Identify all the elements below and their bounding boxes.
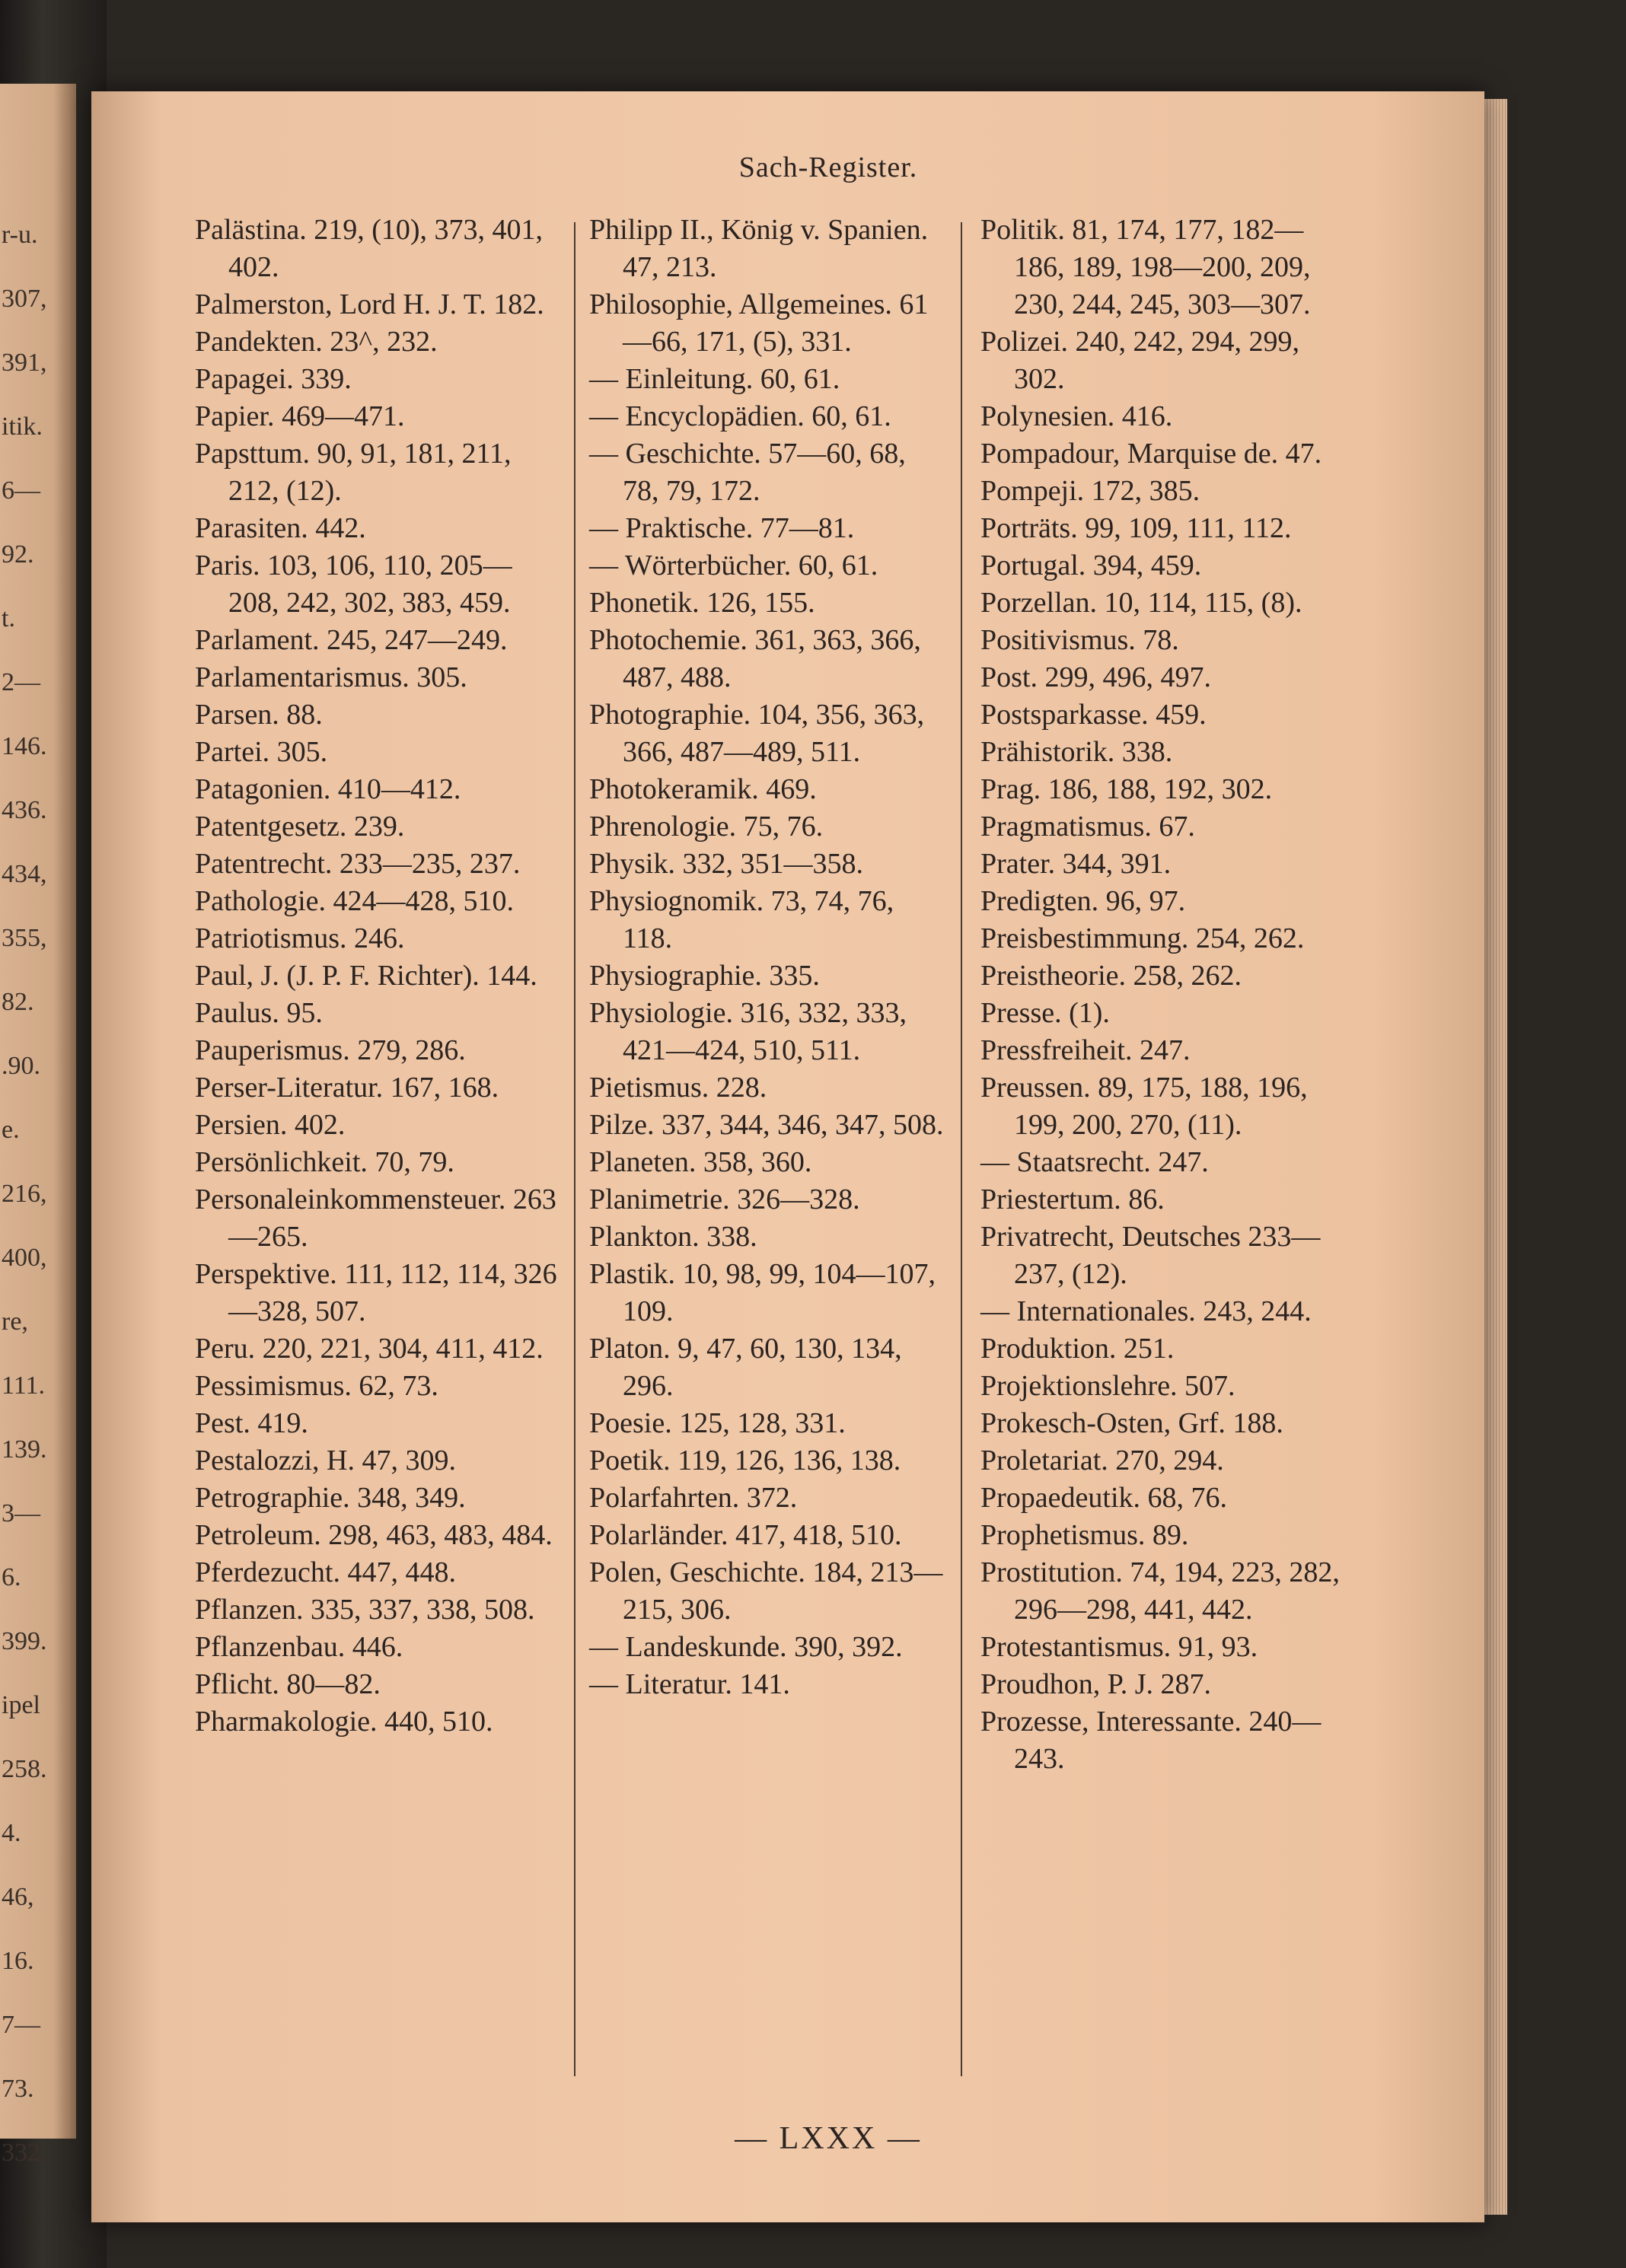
previous-page-text-fragment: 400,	[2, 1244, 47, 1272]
page-header: Sach-Register.	[738, 151, 918, 183]
index-entry: Polen, Geschichte. 184, 213—215, 306.	[589, 1556, 943, 1626]
previous-page-text-fragment: 16.	[2, 1947, 34, 1975]
index-entry: — Encyclopädien. 60, 61.	[589, 400, 891, 432]
index-entry: Preistheorie. 258, 262.	[980, 960, 1242, 992]
index-entry: Patentrecht. 233—235, 237.	[195, 848, 521, 880]
index-entry: Poetik. 119, 126, 136, 138.	[589, 1445, 901, 1476]
index-entry: Patriotismus. 246.	[195, 922, 405, 954]
index-entry: Priestertum. 86.	[980, 1183, 1165, 1215]
index-entry: — Praktische. 77—81.	[589, 512, 855, 544]
previous-page-text-fragment: .90.	[2, 1052, 40, 1080]
index-entry: Poesie. 125, 128, 331.	[589, 1407, 846, 1439]
index-entry: Petrographie. 348, 349.	[195, 1482, 466, 1514]
index-entry: Prähistorik. 338.	[980, 736, 1173, 768]
index-entry: Politik. 81, 174, 177, 182—186, 189, 198—200, 209, 230, 244, 245, 303—307.	[980, 214, 1311, 320]
index-entry: Prostitution. 74, 194, 223, 282, 296—298, 441, 442.	[980, 1556, 1340, 1626]
index-entry: Pharmakologie. 440, 510.	[195, 1706, 493, 1738]
index-entry: Pauperismus. 279, 286.	[195, 1034, 466, 1066]
previous-page-text-fragment: 6—	[2, 476, 40, 505]
previous-page-text-fragment: 6.	[2, 1563, 21, 1591]
index-entry: Patagonien. 410—412.	[195, 773, 461, 805]
previous-page-text-fragment: 391,	[2, 349, 47, 377]
previous-page-text-fragment: 436.	[2, 796, 47, 824]
previous-page-text-fragment: ipel	[2, 1691, 40, 1719]
column-divider	[574, 222, 575, 2076]
index-entry: Parlamentarismus. 305.	[195, 661, 467, 693]
index-entry: Palästina. 219, (10), 373, 401, 402.	[195, 214, 544, 283]
index-column-1	[195, 212, 560, 1741]
index-entry: Perspektive. 111, 112, 114, 326—328, 507.	[195, 1258, 557, 1327]
index-entry: Porträts. 99, 109, 111, 112.	[980, 512, 1292, 544]
previous-page-text-fragment: 3—	[2, 1499, 40, 1527]
index-entry: Polarfahrten. 372.	[589, 1482, 798, 1514]
previous-page-text-fragment: re,	[2, 1308, 28, 1336]
index-entry: Preussen. 89, 175, 188, 196, 199, 200, 270, (11).	[980, 1072, 1308, 1141]
index-entry: Pflanzen. 335, 337, 338, 508.	[195, 1594, 535, 1626]
index-entry: Pflicht. 80—82.	[195, 1668, 381, 1700]
index-entry: Pragmatismus. 67.	[980, 811, 1195, 843]
index-entry: Parasiten. 442.	[195, 512, 366, 544]
index-entry: — Landeskunde. 390, 392.	[589, 1631, 903, 1663]
index-entry: Prokesch-Osten, Grf. 188.	[980, 1407, 1283, 1439]
previous-page-text-fragment: 216,	[2, 1180, 47, 1208]
index-entry: Photokeramik. 469.	[589, 773, 817, 805]
index-entry: Palmerston, Lord H. J. T. 182.	[195, 288, 544, 320]
index-entry: Planeten. 358, 360.	[589, 1146, 812, 1178]
index-entry: Personaleinkommensteuer. 263—265.	[195, 1183, 556, 1253]
index-entry: Projektionslehre. 507.	[980, 1370, 1235, 1402]
index-entry: Parlament. 245, 247—249.	[195, 624, 508, 656]
index-entry: Pressfreiheit. 247.	[980, 1034, 1191, 1066]
index-entry: Petroleum. 298, 463, 483, 484.	[195, 1519, 553, 1551]
column-divider	[961, 222, 962, 2076]
index-entry: Pilze. 337, 344, 346, 347, 508.	[589, 1109, 944, 1141]
index-entry: Postsparkasse. 459.	[980, 699, 1207, 731]
index-entry: Paris. 103, 106, 110, 205—208, 242, 302, 383, 459.	[195, 549, 512, 619]
index-entry: Polynesien. 416.	[980, 400, 1173, 432]
previous-page-text-fragment: 2—	[2, 668, 40, 696]
index-entry: Pandekten. 23^, 232.	[195, 326, 438, 358]
index-column-3	[980, 212, 1346, 1778]
index-entry: Protestantismus. 91, 93.	[980, 1631, 1258, 1663]
index-entry: Pompeji. 172, 385.	[980, 475, 1200, 507]
index-entry: Peru. 220, 221, 304, 411, 412.	[195, 1333, 544, 1365]
index-entry: Paulus. 95.	[195, 997, 323, 1029]
page-number: — LXXX —	[735, 2121, 922, 2156]
index-entry: Produktion. 251.	[980, 1333, 1175, 1365]
index-entry: Philosophie, Allgemeines. 61—66, 171, (5), 331.	[589, 288, 929, 358]
index-entry: Proudhon, P. J. 287.	[980, 1668, 1211, 1700]
index-entry: Pest. 419.	[195, 1407, 308, 1439]
previous-page-text-fragment: 139.	[2, 1435, 47, 1464]
page-stack-edge	[1484, 99, 1507, 2215]
index-entry: Physik. 332, 351—358.	[589, 848, 863, 880]
previous-page-text-fragment: 355,	[2, 924, 47, 952]
index-entry: Pietismus. 228.	[589, 1072, 767, 1104]
previous-page-text-fragment: 111.	[2, 1371, 45, 1400]
index-entry: Preisbestimmung. 254, 262.	[980, 922, 1305, 954]
previous-page-text-fragment: 7—	[2, 2011, 40, 2039]
previous-page-text-fragment: r-u.	[2, 221, 38, 249]
index-entry: Presse. (1).	[980, 997, 1110, 1029]
index-entry: Perser-Literatur. 167, 168.	[195, 1072, 499, 1104]
index-entry: Pessimismus. 62, 73.	[195, 1370, 438, 1402]
previous-page-text-fragment: 82.	[2, 988, 34, 1016]
index-entry: Pestalozzi, H. 47, 309.	[195, 1445, 457, 1476]
index-entry: Pflanzenbau. 446.	[195, 1631, 403, 1663]
index-entry: Post. 299, 496, 497.	[980, 661, 1211, 693]
index-entry: Patentgesetz. 239.	[195, 811, 405, 843]
previous-page-text-fragment: 46,	[2, 1883, 34, 1911]
previous-page-text-fragment: itik.	[2, 413, 43, 441]
previous-page-text-fragment: 92.	[2, 540, 34, 569]
index-entry: Predigten. 96, 97.	[980, 885, 1186, 917]
index-entry: Physiologie. 316, 332, 333, 421—424, 510, 511.	[589, 997, 907, 1066]
index-entry: Physiographie. 335.	[589, 960, 820, 992]
index-entry: Pathologie. 424—428, 510.	[195, 885, 515, 917]
index-entry: Parsen. 88.	[195, 699, 323, 731]
index-entry: Physiognomik. 73, 74, 76, 118.	[589, 885, 894, 954]
index-entry: Platon. 9, 47, 60, 130, 134, 296.	[589, 1333, 902, 1402]
index-entry: Prater. 344, 391.	[980, 848, 1172, 880]
index-entry: Polarländer. 417, 418, 510.	[589, 1519, 902, 1551]
previous-page-text-fragment: t.	[2, 604, 15, 632]
index-entry: Planimetrie. 326—328.	[589, 1183, 860, 1215]
previous-page-edge	[0, 84, 76, 2167]
index-entry: Papagei. 339.	[195, 363, 352, 395]
index-entry: Plastik. 10, 98, 99, 104—107, 109.	[589, 1258, 936, 1327]
index-entry: Pferdezucht. 447, 448.	[195, 1556, 456, 1588]
index-entry: Phrenologie. 75, 76.	[589, 811, 824, 843]
index-entry: — Einleitung. 60, 61.	[589, 363, 840, 395]
index-entry: Prozesse, Interessante. 240—243.	[980, 1706, 1322, 1775]
previous-page-text-fragment: 332,	[2, 2139, 47, 2167]
previous-page-text-fragment: 258.	[2, 1755, 47, 1783]
index-entry: Polizei. 240, 242, 294, 299, 302.	[980, 326, 1300, 395]
index-entry: Phonetik. 126, 155.	[589, 587, 815, 619]
previous-page-text-fragment: 399.	[2, 1627, 47, 1655]
index-entry: — Literatur. 141.	[589, 1668, 790, 1700]
index-entry: Partei. 305.	[195, 736, 328, 768]
index-entry: Prag. 186, 188, 192, 302.	[980, 773, 1273, 805]
index-entry: — Internationales. 243, 244.	[980, 1295, 1312, 1327]
index-entry: — Wörterbücher. 60, 61.	[589, 549, 878, 581]
index-entry: — Staatsrecht. 247.	[980, 1146, 1209, 1178]
previous-page-text-fragment: 146.	[2, 732, 47, 760]
index-entry: — Geschichte. 57—60, 68, 78, 79, 172.	[589, 438, 906, 507]
index-entry: Papsttum. 90, 91, 181, 211, 212, (12).	[195, 438, 512, 507]
previous-page-text-fragment: e.	[2, 1116, 20, 1144]
index-entry: Portugal. 394, 459.	[980, 549, 1202, 581]
index-entry: Photographie. 104, 356, 363, 366, 487—489, 511.	[589, 699, 925, 768]
previous-page-text-fragment: 434,	[2, 860, 47, 888]
index-entry: Privatrecht, Deutsches 233—237, (12).	[980, 1221, 1321, 1290]
index-entry: Paul, J. (J. P. F. Richter). 144.	[195, 960, 537, 992]
index-entry: Persien. 402.	[195, 1109, 346, 1141]
index-entry: Plankton. 338.	[589, 1221, 757, 1253]
index-entry: Philipp II., König v. Spanien. 47, 213.	[589, 214, 929, 283]
index-entry: Prophetismus. 89.	[980, 1519, 1189, 1551]
index-column-2	[589, 212, 947, 1703]
index-entry: Pompadour, Marquise de. 47.	[980, 438, 1322, 470]
index-entry: Positivismus. 78.	[980, 624, 1179, 656]
index-entry: Photochemie. 361, 363, 366, 487, 488.	[589, 624, 921, 693]
index-entry: Persönlichkeit. 70, 79.	[195, 1146, 454, 1178]
previous-page-text-fragment: 73.	[2, 2075, 34, 2103]
index-entry: Proletariat. 270, 294.	[980, 1445, 1224, 1476]
index-entry: Propaedeutik. 68, 76.	[980, 1482, 1228, 1514]
index-entry: Porzellan. 10, 114, 115, (8).	[980, 587, 1302, 619]
previous-page-text-fragment: 307,	[2, 285, 47, 313]
previous-page-text-fragment: 4.	[2, 1819, 21, 1847]
index-entry: Papier. 469—471.	[195, 400, 405, 432]
